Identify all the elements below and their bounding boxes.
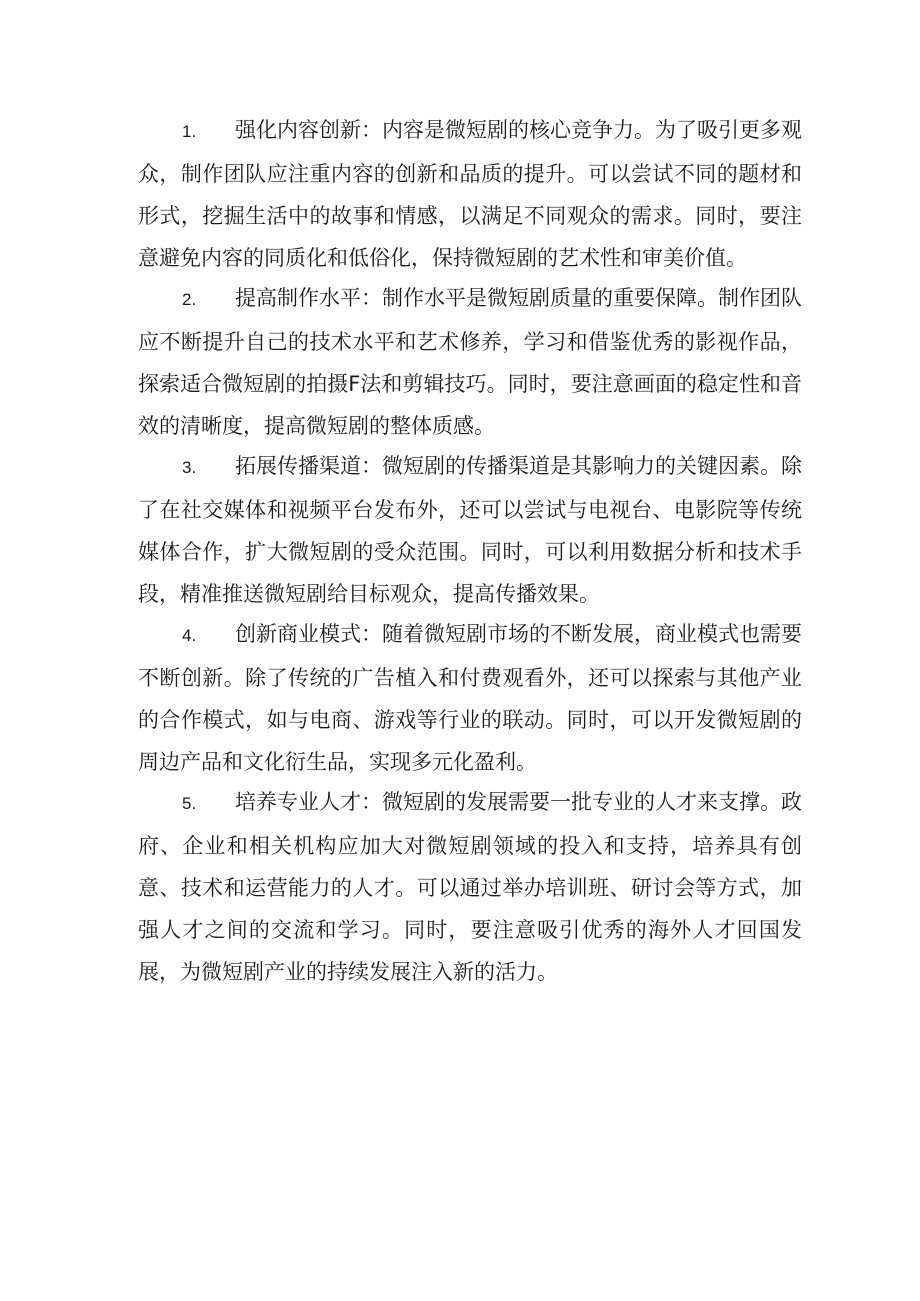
item-text: 强化内容创新：内容是微短剧的核心竞争力。为了吸引更多观众，制作团队应注重内容的创新和品质的提升。可以尝试不同的题材和形式，挖掘生活中的故事和情感，以满足不同观众的需求。同时，要注意避免内容的同质化和低俗化，保持微短剧的艺术性和审美价值。 [138,118,802,270]
item-text: 拓展传播渠道：微短剧的传播渠道是其影响力的关键因素。除了在社交媒体和视频平台发布外，还可以尝试与电视台、电影院等传统媒体合作，扩大微短剧的受众范围。同时，可以利用数据分析和技术手段，精准推送微短剧给目标观众，提高传播效果。 [138,454,802,606]
item-number: 1. [182,122,197,141]
item-number: 2. [182,290,197,309]
item-text: 培养专业人才：微短剧的发展需要一批专业的人才来支撑。政府、企业和相关机构应加大对微短剧领域的投入和支持，培养具有创意、技术和运营能力的人才。可以通过举办培训班、研讨会等方式，加强人才之间的交流和学习。同时，要注意吸引优秀的海外人才回国发展，为微短剧产业的持续发展注入新的活力。 [138,790,802,984]
item-number: 5. [182,794,197,813]
list-item-4 [138,613,802,783]
list-item-2 [138,277,802,447]
item-number: 4. [182,626,197,645]
list-item-5 [138,781,802,993]
list-item-1 [138,109,802,279]
item-text: 提高制作水平：制作水平是微短剧质量的重要保障。制作团队应不断提升自己的技术水平和艺术修养，学习和借鉴优秀的影视作品，探索适合微短剧的拍摄F法和剪辑技巧。同时，要注意画面的稳定性和音效的清晰度，提高微短剧的整体质感。 [138,286,802,438]
item-text: 创新商业模式：随着微短剧市场的不断发展，商业模式也需要不断创新。除了传统的广告植入和付费观看外，还可以探索与其他产业的合作模式，如与电商、游戏等行业的联动。同时，可以开发微短剧的周边产品和文化衍生品，实现多元化盈利。 [138,622,802,774]
item-number: 3. [182,458,197,477]
list-item-3 [138,445,802,615]
